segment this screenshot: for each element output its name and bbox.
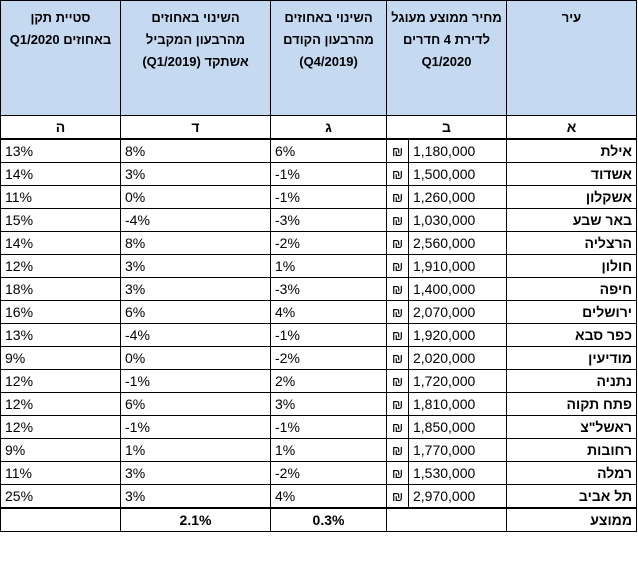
deviation-cell: 16%	[1, 301, 121, 324]
change-year-cell: 8%	[121, 139, 271, 163]
table-row	[1, 255, 637, 278]
table-row	[1, 163, 637, 186]
change-prev-cell: -1%	[271, 186, 387, 209]
letter-change-year: ד	[121, 116, 271, 140]
shekel-icon: ₪	[387, 163, 409, 186]
price-cell: 1,920,000	[409, 324, 507, 347]
shekel-icon: ₪	[387, 209, 409, 232]
header-city: עיר	[507, 1, 637, 116]
change-prev-cell: -1%	[271, 163, 387, 186]
price-cell: 1,500,000	[409, 163, 507, 186]
table-row	[1, 301, 637, 324]
change-prev-cell: 6%	[271, 139, 387, 163]
change-prev-cell: -2%	[271, 462, 387, 485]
price-cell: 1,530,000	[409, 462, 507, 485]
price-cell: 1,260,000	[409, 186, 507, 209]
change-year-cell: -1%	[121, 370, 271, 393]
table-row	[1, 278, 637, 301]
city-cell: חולון	[507, 255, 637, 278]
shekel-icon: ₪	[387, 370, 409, 393]
deviation-cell: 9%	[1, 347, 121, 370]
deviation-cell: 25%	[1, 485, 121, 509]
price-cell: 1,180,000	[409, 139, 507, 163]
change-prev-cell: 3%	[271, 393, 387, 416]
change-prev-cell: 1%	[271, 255, 387, 278]
change-prev-cell: 4%	[271, 301, 387, 324]
price-cell: 1,910,000	[409, 255, 507, 278]
city-cell: כפר סבא	[507, 324, 637, 347]
deviation-cell: 11%	[1, 462, 121, 485]
shekel-icon: ₪	[387, 462, 409, 485]
change-year-cell: 6%	[121, 301, 271, 324]
table-row	[1, 393, 637, 416]
price-cell: 1,030,000	[409, 209, 507, 232]
average-row	[1, 508, 637, 532]
price-cell: 1,400,000	[409, 278, 507, 301]
city-cell: רמלה	[507, 462, 637, 485]
table-row	[1, 439, 637, 462]
deviation-cell: 13%	[1, 139, 121, 163]
city-cell: באר שבע	[507, 209, 637, 232]
header-change-prev: השינוי באחוזים מהרבעון הקודם (Q4/2019)	[271, 1, 387, 116]
letter-change-prev: ג	[271, 116, 387, 140]
header-price: מחיר ממוצע מעוגל לדירת 4 חדרים Q1/2020	[387, 1, 507, 116]
header-change-year: השינוי באחוזים מהרבעון המקביל אשתקד (Q1/2019)	[121, 1, 271, 116]
city-cell: חיפה	[507, 278, 637, 301]
shekel-icon: ₪	[387, 324, 409, 347]
deviation-cell: 12%	[1, 255, 121, 278]
change-year-cell: 6%	[121, 393, 271, 416]
change-year-cell: 3%	[121, 255, 271, 278]
table-row	[1, 324, 637, 347]
change-year-cell: 0%	[121, 347, 271, 370]
letter-deviation: ה	[1, 116, 121, 140]
price-cell: 1,720,000	[409, 370, 507, 393]
deviation-cell: 12%	[1, 416, 121, 439]
change-year-cell: 8%	[121, 232, 271, 255]
change-year-cell: 3%	[121, 278, 271, 301]
shekel-icon: ₪	[387, 186, 409, 209]
deviation-cell: 11%	[1, 186, 121, 209]
deviation-cell: 12%	[1, 393, 121, 416]
table-row	[1, 347, 637, 370]
city-cell: ירושלים	[507, 301, 637, 324]
table-row	[1, 232, 637, 255]
change-year-cell: 3%	[121, 462, 271, 485]
city-cell: פתח תקוה	[507, 393, 637, 416]
price-cell: 2,070,000	[409, 301, 507, 324]
change-year-cell: 3%	[121, 163, 271, 186]
price-cell: 2,020,000	[409, 347, 507, 370]
change-prev-cell: -1%	[271, 324, 387, 347]
shekel-icon: ₪	[387, 485, 409, 509]
shekel-icon: ₪	[387, 255, 409, 278]
average-change-prev: 0.3%	[271, 508, 387, 532]
shekel-icon: ₪	[387, 439, 409, 462]
city-cell: תל אביב	[507, 485, 637, 509]
average-label: ממוצע	[507, 508, 637, 532]
letter-price: ב	[387, 116, 507, 140]
city-cell: מודיעין	[507, 347, 637, 370]
deviation-cell: 14%	[1, 232, 121, 255]
deviation-cell: 15%	[1, 209, 121, 232]
change-prev-cell: -2%	[271, 347, 387, 370]
change-prev-cell: -3%	[271, 209, 387, 232]
table-row	[1, 209, 637, 232]
table-row	[1, 416, 637, 439]
change-prev-cell: -2%	[271, 232, 387, 255]
table-row	[1, 370, 637, 393]
shekel-icon: ₪	[387, 347, 409, 370]
header-deviation: סטיית תקן באחוזים Q1/2020	[1, 1, 121, 116]
shekel-icon: ₪	[387, 278, 409, 301]
shekel-icon: ₪	[387, 416, 409, 439]
change-year-cell: 3%	[121, 485, 271, 509]
city-cell: אשדוד	[507, 163, 637, 186]
price-cell: 1,850,000	[409, 416, 507, 439]
table-row	[1, 139, 637, 163]
deviation-cell: 13%	[1, 324, 121, 347]
change-year-cell: 0%	[121, 186, 271, 209]
change-year-cell: -4%	[121, 209, 271, 232]
shekel-icon: ₪	[387, 139, 409, 163]
change-prev-cell: 1%	[271, 439, 387, 462]
price-cell: 2,560,000	[409, 232, 507, 255]
letter-city: א	[507, 116, 637, 140]
table-row	[1, 462, 637, 485]
city-cell: רחובות	[507, 439, 637, 462]
change-year-cell: -1%	[121, 416, 271, 439]
price-cell: 1,770,000	[409, 439, 507, 462]
change-prev-cell: -3%	[271, 278, 387, 301]
change-year-cell: -4%	[121, 324, 271, 347]
deviation-cell: 18%	[1, 278, 121, 301]
city-cell: נתניה	[507, 370, 637, 393]
table-row	[1, 485, 637, 509]
price-cell: 2,970,000	[409, 485, 507, 509]
deviation-cell: 14%	[1, 163, 121, 186]
average-deviation-empty	[1, 508, 121, 532]
shekel-icon: ₪	[387, 232, 409, 255]
shekel-icon: ₪	[387, 393, 409, 416]
shekel-icon: ₪	[387, 301, 409, 324]
deviation-cell: 12%	[1, 370, 121, 393]
change-prev-cell: 4%	[271, 485, 387, 509]
table-row	[1, 186, 637, 209]
change-year-cell: 1%	[121, 439, 271, 462]
change-prev-cell: -1%	[271, 416, 387, 439]
city-cell: אשקלון	[507, 186, 637, 209]
city-cell: אילת	[507, 139, 637, 163]
change-prev-cell: 2%	[271, 370, 387, 393]
header-row	[1, 1, 637, 116]
city-cell: הרצליה	[507, 232, 637, 255]
price-cell: 1,810,000	[409, 393, 507, 416]
average-change-year: 2.1%	[121, 508, 271, 532]
deviation-cell: 9%	[1, 439, 121, 462]
city-cell: ראשל"צ	[507, 416, 637, 439]
column-letters-row	[1, 116, 637, 140]
average-price-empty	[387, 508, 507, 532]
